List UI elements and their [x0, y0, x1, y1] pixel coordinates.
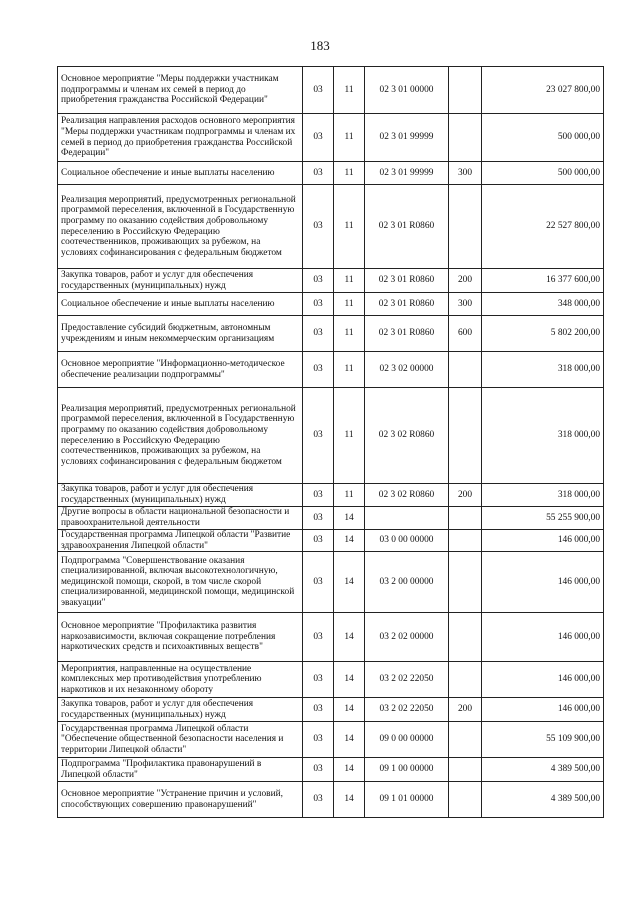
row-subsection-cell: 11 — [334, 162, 365, 185]
row-name-cell: Мероприятия, направленные на осуществление комплексных мер противодействия употреблению наркотиков и их незаконному обороту — [58, 662, 303, 698]
row-section-cell: 03 — [303, 552, 334, 613]
row-name-cell: Закупка товаров, работ и услуг для обеспечения государственных (муниципальных) нужд — [58, 698, 303, 722]
row-code-cell: 02 3 01 R0860 — [365, 293, 449, 316]
row-amount-cell: 146 000,00 — [482, 613, 604, 662]
row-kind-cell — [449, 67, 482, 114]
row-code-cell: 09 1 01 00000 — [365, 782, 449, 818]
table-row — [58, 388, 604, 484]
row-code-cell: 03 2 02 00000 — [365, 613, 449, 662]
row-name-cell: Подпрограмма "Совершенствование оказания специализированной, включая высокотехнологичную, медицинской помощи, скорой, в том числе скорой специализированной, медицинской помощи, медицинской эвакуации" — [58, 552, 303, 613]
row-code-cell: 09 0 00 00000 — [365, 722, 449, 758]
row-section-cell: 03 — [303, 484, 334, 507]
table-row — [58, 67, 604, 114]
row-name-cell: Закупка товаров, работ и услуг для обеспечения государственных (муниципальных) нужд — [58, 484, 303, 507]
row-code-cell: 03 2 02 22050 — [365, 662, 449, 698]
row-subsection-cell: 11 — [334, 484, 365, 507]
table-row — [58, 507, 604, 530]
row-subsection-cell: 11 — [334, 269, 365, 293]
row-kind-cell — [449, 613, 482, 662]
row-code-cell: 02 3 01 99999 — [365, 114, 449, 162]
row-section-cell: 03 — [303, 722, 334, 758]
row-subsection-cell: 14 — [334, 662, 365, 698]
table-row — [58, 758, 604, 782]
row-code-cell: 03 0 00 00000 — [365, 530, 449, 552]
row-section-cell: 03 — [303, 162, 334, 185]
row-kind-cell — [449, 185, 482, 269]
row-amount-cell: 146 000,00 — [482, 662, 604, 698]
row-section-cell: 03 — [303, 269, 334, 293]
row-name-cell: Социальное обеспечение и иные выплаты населению — [58, 293, 303, 316]
row-subsection-cell: 14 — [334, 552, 365, 613]
row-kind-cell — [449, 530, 482, 552]
row-amount-cell: 500 000,00 — [482, 162, 604, 185]
row-amount-cell: 55 255 900,00 — [482, 507, 604, 530]
row-subsection-cell: 14 — [334, 613, 365, 662]
row-kind-cell: 600 — [449, 316, 482, 352]
row-kind-cell — [449, 758, 482, 782]
row-subsection-cell: 11 — [334, 185, 365, 269]
row-subsection-cell: 11 — [334, 293, 365, 316]
row-name-cell: Государственная программа Липецкой области "Развитие здравоохранения Липецкой области" — [58, 530, 303, 552]
row-name-cell: Государственная программа Липецкой области "Обеспечение общественной безопасности населения и территории Липецкой области" — [58, 722, 303, 758]
row-section-cell: 03 — [303, 352, 334, 388]
row-code-cell — [365, 507, 449, 530]
row-section-cell: 03 — [303, 530, 334, 552]
row-section-cell: 03 — [303, 662, 334, 698]
row-code-cell: 09 1 00 00000 — [365, 758, 449, 782]
row-subsection-cell: 11 — [334, 352, 365, 388]
row-section-cell: 03 — [303, 114, 334, 162]
row-amount-cell: 4 389 500,00 — [482, 782, 604, 818]
row-section-cell: 03 — [303, 316, 334, 352]
row-code-cell: 02 3 01 99999 — [365, 162, 449, 185]
budget-table-body — [58, 67, 604, 818]
row-name-cell: Закупка товаров, работ и услуг для обеспечения государственных (муниципальных) нужд — [58, 269, 303, 293]
row-section-cell: 03 — [303, 507, 334, 530]
row-section-cell: 03 — [303, 293, 334, 316]
row-name-cell: Основное мероприятие "Меры поддержки участникам подпрограммы и членам их семей в период до приобретения гражданства Российской Федерации" — [58, 67, 303, 114]
row-section-cell: 03 — [303, 698, 334, 722]
table-row — [58, 530, 604, 552]
budget-table — [57, 66, 604, 818]
row-section-cell: 03 — [303, 388, 334, 484]
row-section-cell: 03 — [303, 613, 334, 662]
row-section-cell: 03 — [303, 67, 334, 114]
row-amount-cell: 500 000,00 — [482, 114, 604, 162]
table-row — [58, 662, 604, 698]
row-amount-cell: 146 000,00 — [482, 530, 604, 552]
row-amount-cell: 55 109 900,00 — [482, 722, 604, 758]
row-kind-cell — [449, 507, 482, 530]
row-code-cell: 02 3 02 R0860 — [365, 388, 449, 484]
row-amount-cell: 146 000,00 — [482, 552, 604, 613]
row-amount-cell: 22 527 800,00 — [482, 185, 604, 269]
row-kind-cell — [449, 722, 482, 758]
row-amount-cell: 16 377 600,00 — [482, 269, 604, 293]
row-amount-cell: 318 000,00 — [482, 484, 604, 507]
row-kind-cell: 300 — [449, 293, 482, 316]
row-kind-cell — [449, 388, 482, 484]
row-name-cell: Основное мероприятие "Устранение причин и условий, способствующих совершению правонарушений" — [58, 782, 303, 818]
row-subsection-cell: 11 — [334, 316, 365, 352]
row-name-cell: Реализация мероприятий, предусмотренных региональной программой переселения, включенной в Государственную программу по оказанию содействия добровольному переселению в Российскую Федерацию соотечественников, проживающих за рубежом, на условиях софинансирования с федеральным бюджетом — [58, 185, 303, 269]
row-subsection-cell: 11 — [334, 67, 365, 114]
row-code-cell: 02 3 01 R0860 — [365, 316, 449, 352]
table-row — [58, 352, 604, 388]
row-section-cell: 03 — [303, 185, 334, 269]
row-subsection-cell: 14 — [334, 507, 365, 530]
table-row — [58, 613, 604, 662]
row-name-cell: Основное мероприятие "Профилактика развития наркозависимости, включая сокращение потребления наркотических средств и психоактивных веществ" — [58, 613, 303, 662]
row-name-cell: Предоставление субсидий бюджетным, автономным учреждениям и иным некоммерческим организациям — [58, 316, 303, 352]
row-amount-cell: 4 389 500,00 — [482, 758, 604, 782]
table-row — [58, 698, 604, 722]
row-section-cell: 03 — [303, 782, 334, 818]
row-code-cell: 02 3 01 00000 — [365, 67, 449, 114]
row-code-cell: 03 2 00 00000 — [365, 552, 449, 613]
row-kind-cell: 200 — [449, 484, 482, 507]
row-kind-cell — [449, 782, 482, 818]
table-row — [58, 269, 604, 293]
row-subsection-cell: 14 — [334, 530, 365, 552]
row-code-cell: 02 3 02 R0860 — [365, 484, 449, 507]
row-amount-cell: 146 000,00 — [482, 698, 604, 722]
row-name-cell: Подпрограмма "Профилактика правонарушений в Липецкой области" — [58, 758, 303, 782]
table-row — [58, 293, 604, 316]
row-amount-cell: 5 802 200,00 — [482, 316, 604, 352]
table-row — [58, 185, 604, 269]
row-kind-cell: 300 — [449, 162, 482, 185]
row-name-cell: Реализация мероприятий, предусмотренных региональной программой переселения, включенной в Государственную программу по оказанию содействия добровольному переселению в Российскую Федерацию соотечественников, проживающих за рубежом, на условиях софинансирования с федеральным бюджетом — [58, 388, 303, 484]
row-code-cell: 02 3 01 R0860 — [365, 269, 449, 293]
table-row — [58, 782, 604, 818]
row-amount-cell: 23 027 800,00 — [482, 67, 604, 114]
row-kind-cell — [449, 114, 482, 162]
row-code-cell: 02 3 01 R0860 — [365, 185, 449, 269]
row-amount-cell: 348 000,00 — [482, 293, 604, 316]
row-subsection-cell: 14 — [334, 758, 365, 782]
row-kind-cell: 200 — [449, 269, 482, 293]
table-row — [58, 552, 604, 613]
row-kind-cell — [449, 662, 482, 698]
row-name-cell: Социальное обеспечение и иные выплаты населению — [58, 162, 303, 185]
row-subsection-cell: 11 — [334, 388, 365, 484]
row-name-cell: Основное мероприятие "Информационно-методическое обеспечение реализации подпрограммы" — [58, 352, 303, 388]
row-section-cell: 03 — [303, 758, 334, 782]
row-subsection-cell: 14 — [334, 698, 365, 722]
table-row — [58, 722, 604, 758]
row-amount-cell: 318 000,00 — [482, 352, 604, 388]
row-kind-cell — [449, 552, 482, 613]
row-name-cell: Реализация направления расходов основного мероприятия "Меры поддержки участникам подпрограммы и членам их семей в период до приобретения гражданства Российской Федерации" — [58, 114, 303, 162]
table-row — [58, 316, 604, 352]
row-subsection-cell: 14 — [334, 782, 365, 818]
row-subsection-cell: 14 — [334, 722, 365, 758]
table-row — [58, 484, 604, 507]
row-subsection-cell: 11 — [334, 114, 365, 162]
table-row — [58, 114, 604, 162]
row-kind-cell: 200 — [449, 698, 482, 722]
page-number: 183 — [310, 38, 330, 53]
row-code-cell: 03 2 02 22050 — [365, 698, 449, 722]
row-kind-cell — [449, 352, 482, 388]
row-name-cell: Другие вопросы в области национальной безопасности и правоохранительной деятельности — [58, 507, 303, 530]
row-amount-cell: 318 000,00 — [482, 388, 604, 484]
table-row — [58, 162, 604, 185]
row-code-cell: 02 3 02 00000 — [365, 352, 449, 388]
